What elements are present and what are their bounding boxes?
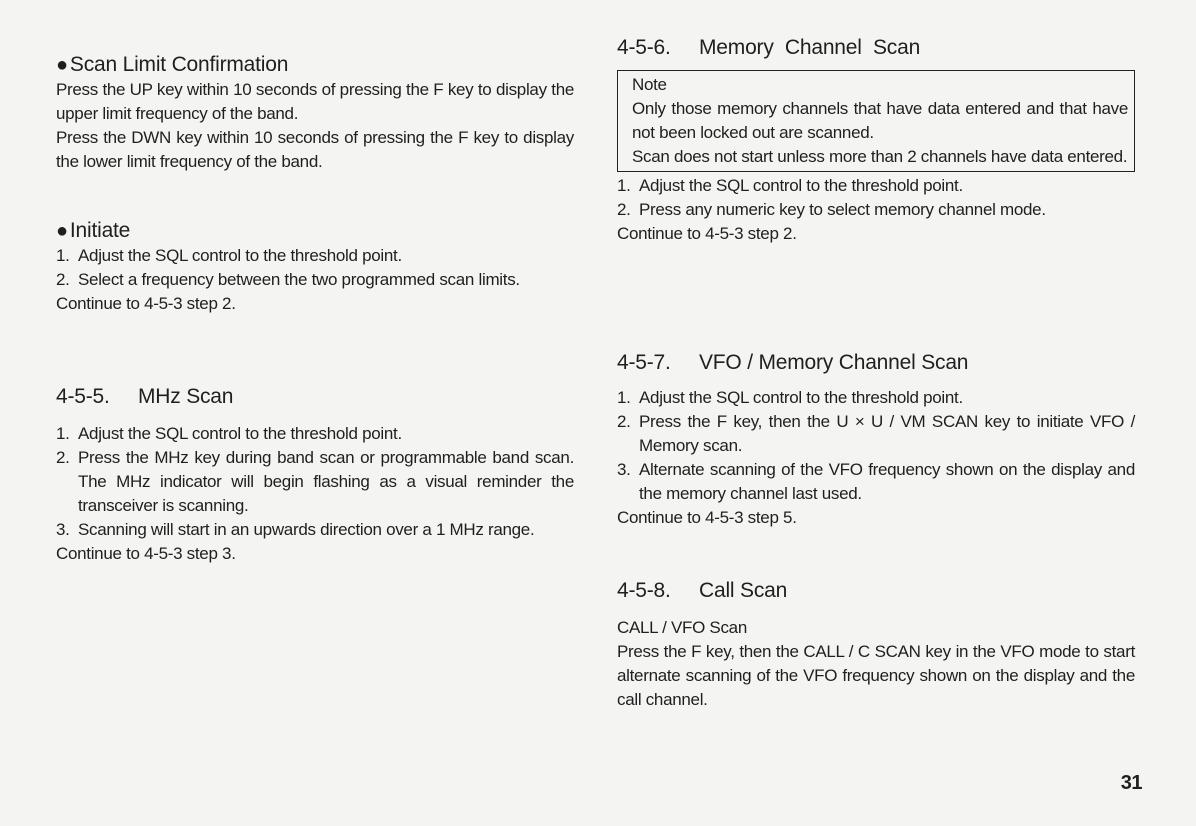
step-list [617,386,1135,506]
section-heading [56,52,574,78]
section-initiate [56,218,574,316]
list-item [56,268,574,292]
step-text: Press the F key, then the U × U / VM SCAN key to initiate VFO / Memory scan. [639,412,1135,455]
list-item [617,198,1135,222]
section-heading [617,578,1135,604]
step-number: 1. [617,388,631,407]
paragraph: Press the UP key within 10 seconds of pressing the F key to display the upper limit frequency of the band. [56,80,574,123]
step-number: 2. [617,412,631,431]
step-list [56,244,574,292]
note-paragraph: Only those memory channels that have data entered and that have not been locked out are scanned. [632,99,1128,142]
continue-text: Continue to 4-5-3 step 2. [617,224,797,243]
list-item [617,174,1135,198]
step-text: Scanning will start in an upwards direction over a 1 MHz range. [78,520,535,539]
section-vfo-memory-channel-scan [617,350,1135,530]
continue-text: Continue to 4-5-3 step 2. [56,294,236,313]
step-number: 3. [617,460,631,479]
section-number: 4-5-5. [56,385,110,408]
list-item [617,458,1135,506]
step-text: Select a frequency between the two programmed scan limits. [78,270,520,289]
continue-text: Continue to 4-5-3 step 5. [617,508,797,527]
paragraph: Press the DWN key within 10 seconds of pressing the F key to display the lower limit frequency of the band. [56,128,574,171]
step-list [56,422,574,542]
section-scan-limit-confirmation [56,52,574,174]
step-text: Adjust the SQL control to the threshold point. [78,246,402,265]
section-mhz-scan [56,384,574,566]
section-call-scan [617,578,1135,712]
section-title: Memory Channel Scan [699,36,921,59]
list-item [617,386,1135,410]
section-heading [617,350,1135,376]
note-paragraph: Scan does not start unless more than 2 channels have data entered. [632,147,1128,166]
step-text: Alternate scanning of the VFO frequency shown on the display and the memory channel last used. [639,460,1135,503]
continue-text: Continue to 4-5-3 step 3. [56,544,236,563]
subsection-title: CALL / VFO Scan [617,618,747,637]
section-number: 4-5-6. [617,36,671,59]
section-memory-channel-scan [617,35,1135,246]
step-number: 1. [56,424,70,443]
step-text: Adjust the SQL control to the threshold point. [639,176,963,195]
step-number: 2. [56,448,70,467]
list-item [56,518,574,542]
list-item [56,422,574,446]
step-number: 2. [617,200,631,219]
section-number: 4-5-7. [617,351,671,374]
bullet-icon: ● [56,54,68,76]
step-number: 1. [56,246,70,265]
bullet-icon: ● [56,220,68,242]
page-number: 31 [1120,772,1142,794]
step-list [617,174,1135,222]
list-item [56,446,574,518]
step-number: 2. [56,270,70,289]
list-item [617,410,1135,458]
section-heading [56,384,574,410]
section-heading [617,35,1135,61]
step-text: Adjust the SQL control to the threshold point. [78,424,402,443]
section-title: VFO / Memory Channel Scan [699,351,969,374]
paragraph: Press the F key, then the CALL / C SCAN key in the VFO mode to start alternate scanning of the VFO frequency shown on the display and the call channel. [617,642,1135,709]
heading-text: Scan Limit Confirmation [69,53,289,76]
note-box [617,70,1135,172]
step-text: Press the MHz key during band scan or programmable band scan. The MHz indicator will begin flashing as a visual reminder the transceiver is scanning. [78,448,574,515]
step-number: 3. [56,520,70,539]
note-label: Note [632,75,667,94]
step-number: 1. [617,176,631,195]
list-item [56,244,574,268]
section-number: 4-5-8. [617,579,671,602]
step-text: Adjust the SQL control to the threshold point. [639,388,963,407]
section-heading [56,218,574,244]
heading-text: Initiate [69,219,131,242]
section-title: MHz Scan [138,385,234,408]
step-text: Press any numeric key to select memory channel mode. [639,200,1046,219]
section-title: Call Scan [699,579,788,602]
